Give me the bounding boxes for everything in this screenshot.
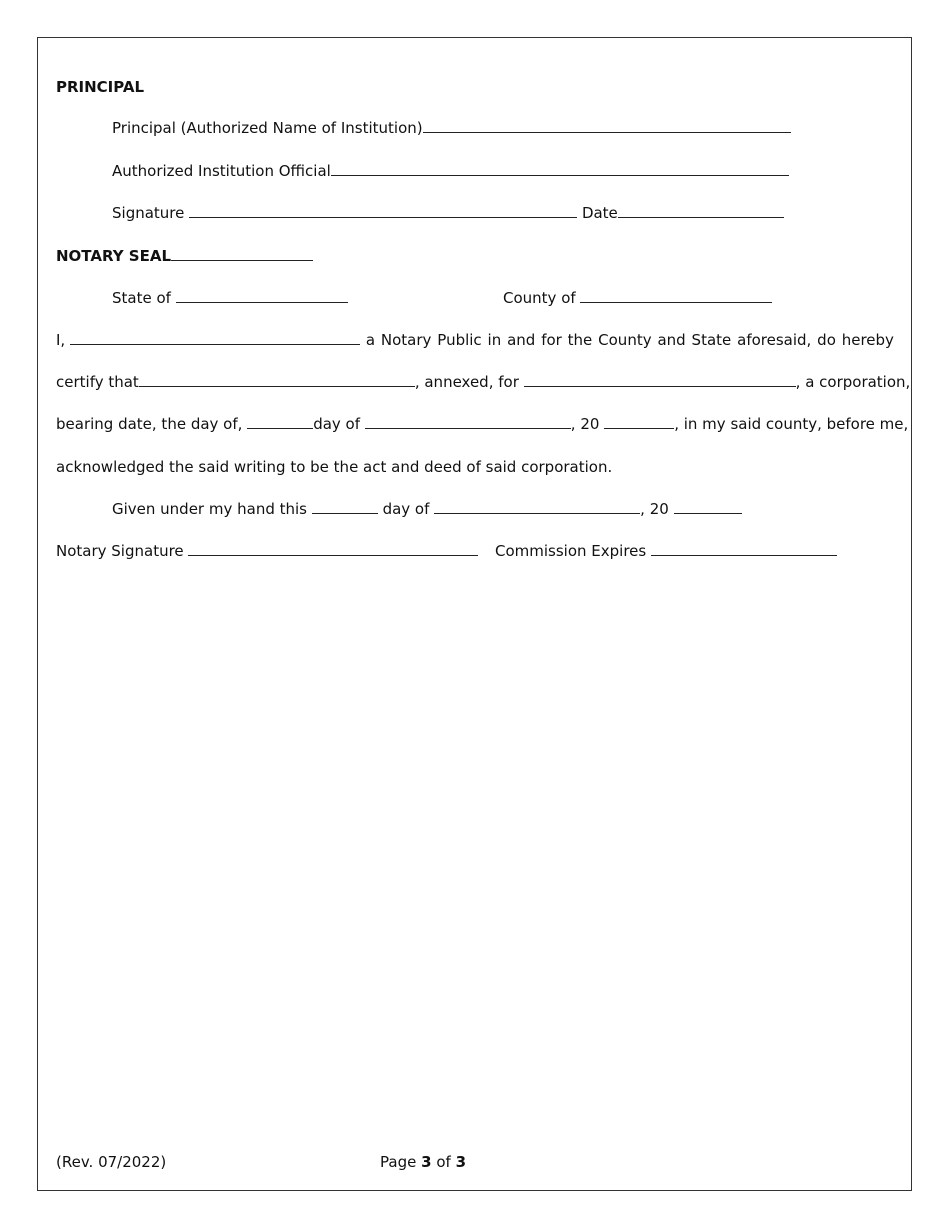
cert-word-0: a xyxy=(365,331,376,349)
bearing-day-field[interactable] xyxy=(247,414,313,429)
principal-signature-field[interactable] xyxy=(189,203,577,218)
notary-signature-row xyxy=(56,541,478,561)
cert-line2-part-a: certify that xyxy=(56,372,415,392)
certification-line-2 xyxy=(56,372,911,392)
notary-seal-label: NOTARY SEAL xyxy=(56,247,172,265)
page-word: Page xyxy=(380,1153,417,1171)
commission-label: Commission Expires xyxy=(495,542,647,560)
cert-word-10: aforesaid, xyxy=(737,331,812,349)
given-month-field[interactable] xyxy=(434,499,640,514)
cert-intro: I, xyxy=(56,330,360,350)
state-field[interactable] xyxy=(176,288,348,303)
certification-line-4: acknowledged the said writing to be the act and deed of said corporation. xyxy=(56,458,613,476)
principal-signature-label: Signature xyxy=(112,204,185,222)
notary-seal-row xyxy=(56,246,313,266)
revision-label: (Rev. 07/2022) xyxy=(56,1153,167,1171)
principal-name-row xyxy=(112,118,791,138)
county-label: County of xyxy=(503,289,576,307)
cert-line2-part-c: , a corporation, xyxy=(795,373,911,391)
commission-field[interactable] xyxy=(651,541,837,556)
commission-row xyxy=(495,541,837,561)
cert-word-11: do xyxy=(817,331,836,349)
cert-line3-part-d: , in my said county, before me, xyxy=(674,415,909,433)
official-row xyxy=(112,161,789,181)
cert-word-7: County xyxy=(598,331,652,349)
certification-line-3 xyxy=(56,414,909,434)
official-label: Authorized Institution Official xyxy=(112,162,331,180)
certification-line-1 xyxy=(56,330,894,350)
notary-name-field[interactable] xyxy=(70,330,360,345)
cert-word-5: for xyxy=(541,331,562,349)
principal-date-label: Date xyxy=(581,204,618,222)
given-label-c: , 20 xyxy=(640,500,669,518)
bearing-month-field[interactable] xyxy=(365,414,571,429)
notary-signature-field[interactable] xyxy=(188,541,478,556)
notary-seal-line xyxy=(171,246,313,261)
principal-name-label: Principal (Authorized Name of Institution) xyxy=(112,119,423,137)
official-field[interactable] xyxy=(331,161,789,176)
bearing-year-field[interactable] xyxy=(604,414,674,429)
cert-word-12: hereby xyxy=(841,331,894,349)
county-field[interactable] xyxy=(580,288,772,303)
page-current: 3 xyxy=(421,1153,432,1171)
principal-signature-row xyxy=(112,203,784,223)
principal-heading: PRINCIPAL xyxy=(56,78,145,96)
cert-word-4: and xyxy=(507,331,536,349)
cert-word-3: in xyxy=(487,331,502,349)
cert-line3-part-a: bearing date, the day of, xyxy=(56,414,313,434)
cert-line2-part-b: , annexed, for xyxy=(415,372,796,392)
given-year-field[interactable] xyxy=(674,499,742,514)
principal-date-field[interactable] xyxy=(618,203,784,218)
cert-word-9: State xyxy=(691,331,732,349)
cert-word-6: the xyxy=(567,331,593,349)
notary-signature-label: Notary Signature xyxy=(56,542,184,560)
certify-that-field[interactable] xyxy=(139,372,415,387)
principal-name-field[interactable] xyxy=(423,118,791,133)
cert-word-1: Notary xyxy=(380,331,432,349)
cert-line3-part-b: day of xyxy=(313,414,571,434)
annexed-for-field[interactable] xyxy=(524,372,796,387)
cert-word-2: Public xyxy=(437,331,482,349)
given-label-b: day of xyxy=(382,500,430,518)
state-row xyxy=(112,288,348,308)
page-of: of xyxy=(436,1153,451,1171)
state-label: State of xyxy=(112,289,171,307)
page-number xyxy=(380,1152,466,1172)
cert-line3-part-c: , 20 xyxy=(571,414,674,434)
given-label-a: Given under my hand this xyxy=(112,500,307,518)
county-row xyxy=(503,288,772,308)
given-day-field[interactable] xyxy=(312,499,378,514)
given-row xyxy=(112,499,742,519)
page-total: 3 xyxy=(455,1153,467,1171)
cert-word-8: and xyxy=(657,331,686,349)
